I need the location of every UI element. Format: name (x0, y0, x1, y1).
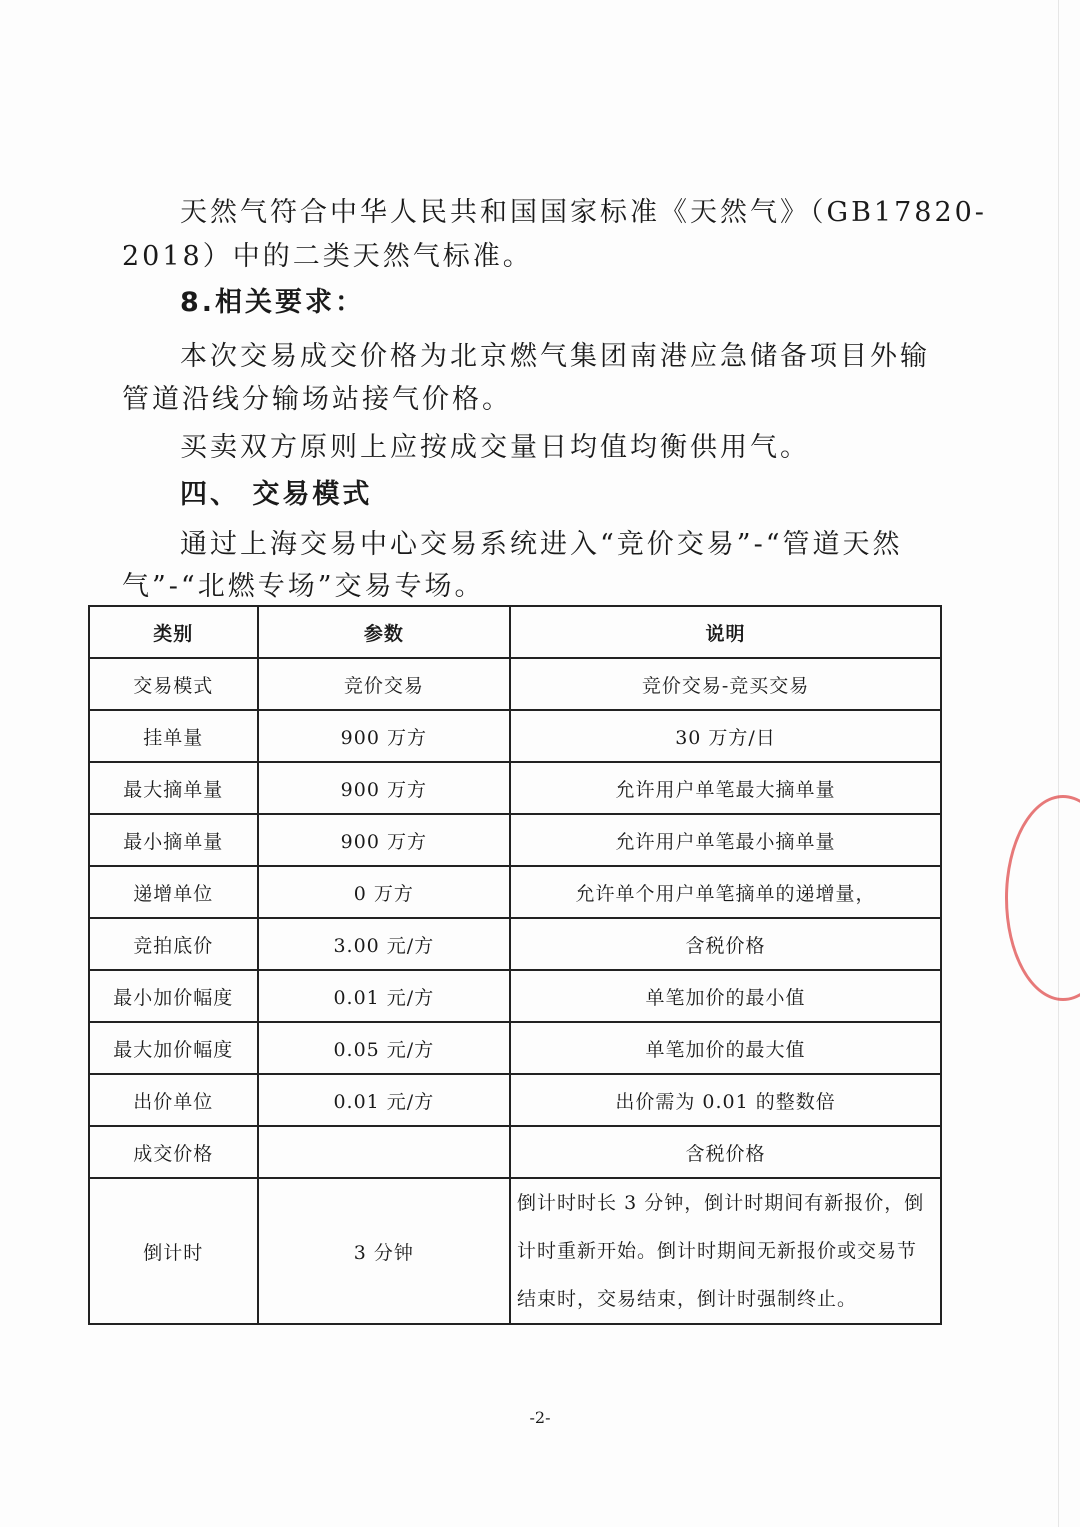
cell-category: 递增单位 (89, 866, 258, 918)
cell-description: 倒计时时长 3 分钟，倒计时期间有新报价，倒计时重新开始。倒计时期间无新报价或交易节结束时，交易结束，倒计时强制终止。 (510, 1178, 941, 1324)
paragraph-line: 本次交易成交价格为北京燃气集团南港应急储备项目外输 (180, 341, 930, 372)
paragraph-line: 通过上海交易中心交易系统进入“竞价交易”-“管道天然 (180, 529, 903, 560)
cell-description: 含税价格 (510, 1126, 941, 1178)
section-heading: 8.相关要求： (180, 287, 366, 318)
cell-parameter: 900 万方 (258, 762, 510, 814)
official-seal-partial (1005, 795, 1080, 1001)
cell-category: 竞拍底价 (89, 918, 258, 970)
cell-parameter: 竞价交易 (258, 658, 510, 710)
cell-category: 倒计时 (89, 1178, 258, 1324)
table-row (89, 1126, 941, 1178)
cell-description: 含税价格 (510, 918, 941, 970)
cell-description: 竞价交易-竞买交易 (510, 658, 941, 710)
cell-parameter: 0.05 元/方 (258, 1022, 510, 1074)
paragraph-line: 管道沿线分输场站接气价格。 (122, 384, 512, 415)
paragraph-line: 天然气符合中华人民共和国国家标准《天然气》（GB17820- (180, 197, 987, 228)
cell-description: 允许用户单笔最大摘单量 (510, 762, 941, 814)
table-row (89, 658, 941, 710)
cell-category: 最大摘单量 (89, 762, 258, 814)
paragraph-line: 2018）中的二类天然气标准。 (122, 241, 533, 272)
table-row (89, 762, 941, 814)
cell-parameter: 900 万方 (258, 710, 510, 762)
paragraph-line: 买卖双方原则上应按成交量日均值均衡供用气。 (180, 432, 810, 463)
cell-description: 出价需为 0.01 的整数倍 (510, 1074, 941, 1126)
page-number: -2- (529, 1408, 551, 1427)
cell-description: 允许单个用户单笔摘单的递增量， (510, 866, 941, 918)
cell-category: 交易模式 (89, 658, 258, 710)
cell-category: 最小加价幅度 (89, 970, 258, 1022)
cell-parameter: 3.00 元/方 (258, 918, 510, 970)
cell-description: 允许用户单笔最小摘单量 (510, 814, 941, 866)
table-row (89, 918, 941, 970)
section-heading: 四、 交易模式 (180, 479, 373, 510)
table-row (89, 1178, 941, 1324)
table-row (89, 1022, 941, 1074)
cell-parameter: 0.01 元/方 (258, 970, 510, 1022)
header-category: 类别 (89, 606, 258, 658)
header-description: 说明 (510, 606, 941, 658)
paragraph-line: 气”-“北燃专场”交易专场。 (122, 571, 485, 602)
cell-parameter: 0 万方 (258, 866, 510, 918)
table-header-row (89, 606, 941, 658)
cell-category: 出价单位 (89, 1074, 258, 1126)
cell-description: 30 万方/日 (510, 710, 941, 762)
table-row (89, 814, 941, 866)
table-row (89, 710, 941, 762)
cell-parameter: 3 分钟 (258, 1178, 510, 1324)
cell-description: 单笔加价的最小值 (510, 970, 941, 1022)
cell-parameter: 0.01 元/方 (258, 1074, 510, 1126)
table-row (89, 866, 941, 918)
header-parameter: 参数 (258, 606, 510, 658)
cell-category: 最小摘单量 (89, 814, 258, 866)
table-row (89, 1074, 941, 1126)
cell-category: 成交价格 (89, 1126, 258, 1178)
cell-description: 单笔加价的最大值 (510, 1022, 941, 1074)
cell-category: 挂单量 (89, 710, 258, 762)
scan-edge (1058, 0, 1059, 1527)
trading-parameters-table (88, 605, 942, 1325)
cell-category: 最大加价幅度 (89, 1022, 258, 1074)
cell-parameter (258, 1126, 510, 1178)
cell-parameter: 900 万方 (258, 814, 510, 866)
table-row (89, 970, 941, 1022)
